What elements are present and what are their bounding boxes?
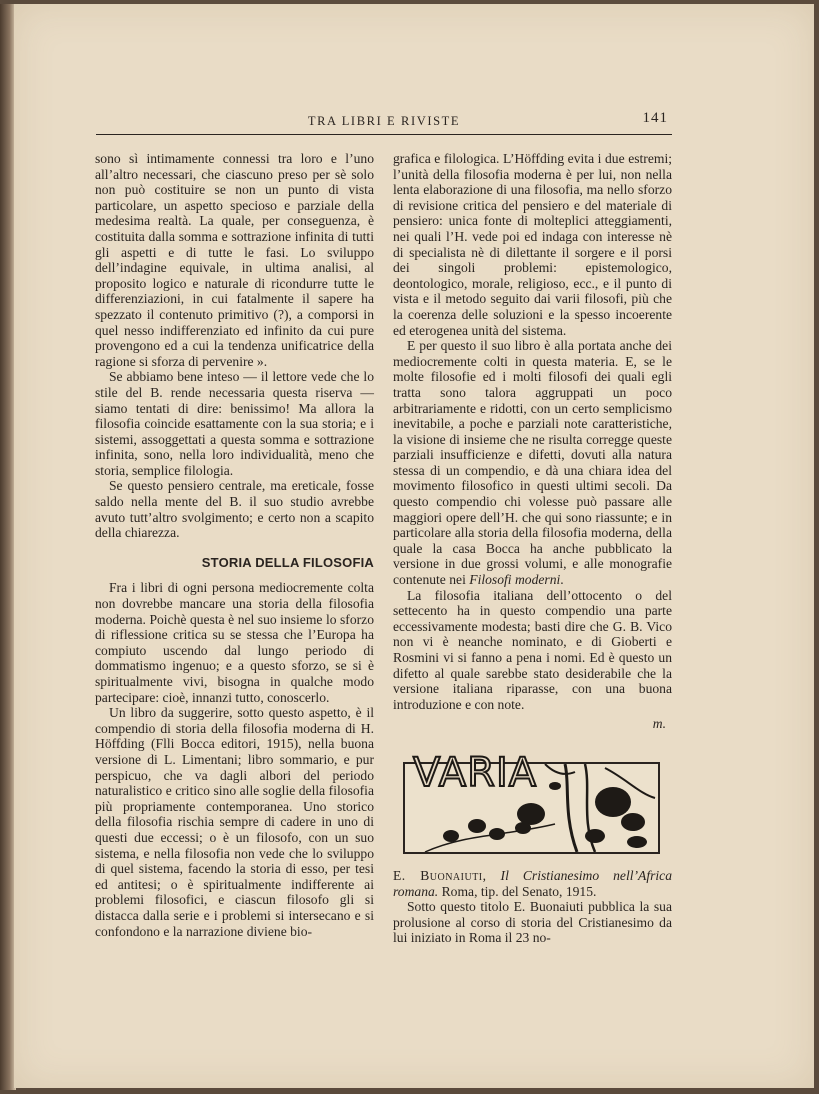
paragraph-end: . xyxy=(560,572,564,588)
paragraph-text: E per questo il suo libro è alla portata anche dei mediocremente colti in questa materia. E, se le molte filosofie ed i molti filosofi dei quali egli tratta sono talora aggruppati un poco arbitrariamente e ridotti, con un certo semplicismo inevitabile, a poche e parziali note caratteristiche, la visione di insieme che ne risulta corregge queste parziali insufficienze e difetti, dovuti alla natura stessa di un compendio, e dà una chiara idea del movimento filosofico in questi ultimi secoli. Da questo compendio chi volesse può passare alle maggiori opere dell’H. che qui sono riassunte; e in particolare alla storia della filosofia moderna, della quale la casa Bocca ha anche pubblicato la versione in due grossi volumi, e alle monografie contenute nei xyxy=(393,338,672,588)
paragraph: Se questo pensiero centrale, ma ereticale, fosse saldo nella mente del B. il suo studio avrebbe avuto tutt’altro svolgimento; e certo non a scapito della chiarezza. xyxy=(95,478,374,541)
citation-title: Il Cristianesimo nell’Africa romana. xyxy=(393,867,673,899)
paragraph: grafica e filologica. L’Höffding evita i due estremi; l’unità della filosofia moderna è per lui, non nella lenta elaborazione di una filosofia, ma nello sforzo di revisione critica del pensiero e del materiale di pensiero: unica fonte di molteplici atteggiamenti, nei quali l’H. vede poi ed indaga con interesse nè di specialista nè di dilettante il sorgere e il porsi dei singoli problemi: epistemologico, deontologico, morale, religioso, ecc., e il punto di vista e il metodo seguito dai varii filosofi, più che la coerenza delle soluzioni e la spesso incoerente ed eterogenea unità del sistema. xyxy=(393,151,672,338)
paragraph xyxy=(393,338,672,588)
paragraph: La filosofia italiana dell’ottocento o del settecento ha in questo compendio una parte eccessivamente modesta; basti dire che G. B. Vico non vi è neanche nominato, e di Gioberti e Rosmini vi si fanno a pena i nomi. Ed è questo un difetto al quale sarebbe stato desiderabile che la versione italiana riparasse, con una buona introduzione e con note. xyxy=(393,587,672,712)
author-signature: m. xyxy=(652,716,666,732)
book-citation xyxy=(393,868,672,899)
paragraph: Sotto questo titolo E. Buonaiuti pubblica la sua prolusione al corso di storia del Cristianesimo da lui iniziato in Roma il 23 no- xyxy=(393,899,672,946)
citation-author: E. Buonaiuti, xyxy=(393,867,487,883)
right-column xyxy=(393,151,672,946)
left-column xyxy=(95,151,374,939)
varia-heading: VARIA xyxy=(413,749,538,796)
paragraph: Un libro da suggerire, sotto questo aspetto, è il compendio di storia della filosofia moderna di H. Höffding (Flli Bocca editori, 1915), nella buona versione di L. Limentani; libro sommario, e pur perspicuo, che va dagli albori del periodo naturalistico e critico sino alle soglie della filosofia più propriamente contemporanea. Uno storico della filosofia rischia sempre di cadere in uno di questi due eccessi; o è un filosofo, con un suo sistema, e nella filosofia non vede che lo sviluppo di quel sistema, facendo la storia di esso, per tesi ed antitesi; o è spiritualmente indifferente ai problemi filosofici, e ciascun filosofo gli si distacca dalla serie e i problemi si intersecano e si confondono e la narrazione diviene bio- xyxy=(95,705,374,939)
page-number: 141 xyxy=(642,110,668,126)
paragraph: Fra i libri di ogni persona mediocremente colta non dovrebbe mancare una storia della filosofia moderna. Poichè questa è nel suo insieme lo sforzo di riflessione critica su se stessa che l’Europa ha compiuto uscendo dal lungo periodo di dommatismo ingenuo; e a questo sforzo, se si è spiritualmente vivi, bisogna in qualche modo partecipare: cioè, innanzi tutto, conoscerlo. xyxy=(95,580,374,705)
running-header xyxy=(96,110,672,135)
section-title: STORIA DELLA FILOSOFIA xyxy=(201,554,374,570)
paragraph: Se abbiamo bene inteso — il lettore vede che lo stile del B. rende necessaria questa riserva — siamo tentati di dire: benissimo! Ma allora la filosofia coincide esattamente con la sua storia; e i sistemi, assoggettati a questa somma e sottrazione infinita, sono, nella loro individualità, meno che storia, semplice filologia. xyxy=(95,369,374,478)
italic-title: Filosofi moderni xyxy=(469,572,561,588)
citation-publisher: Roma, tip. del Senato, 1915. xyxy=(441,883,597,899)
running-title: TRA LIBRI E RIVISTE xyxy=(307,114,461,128)
varia-section-heading-ornament xyxy=(403,749,660,854)
paragraph: sono sì intimamente connessi tra loro e l’uno all’altro necessari, che ciascuno preso per sè solo non può costituire se non un punto di vista particolare, un aspetto specioso e parziale della medesima realtà. La quale, per conseguenza, è costituita dalla somma e sottrazione infinita di tutti gli aspetti e di tutte le fasi. Lo sviluppo dell’indagine equivale, in ultima analisi, al proposito logico e naturale di ricondurre tutte le differenziazioni, in cui fatalmente il sapere ha spezzato il contenuto primitivo (?), a comporsi in quel nesso indifferenziato ed infinito da cui pure provengono ed a cui la tendenza unificatrice della ragione si sforza di pervenire ». xyxy=(95,151,374,369)
